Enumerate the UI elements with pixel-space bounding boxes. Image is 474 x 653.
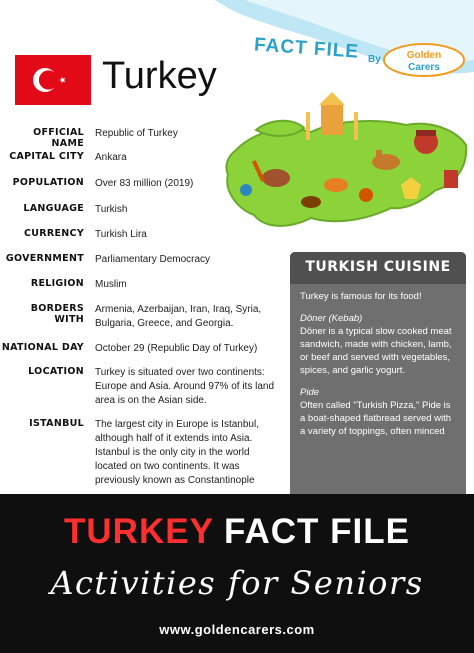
fact-label: LANGUAGE — [23, 203, 84, 214]
fact-value: Armenia, Azerbaijan, Iran, Iraq, Syria, Bulgaria, Greece, and Georgia. — [95, 304, 262, 329]
fact-label: CURRENCY — [23, 228, 84, 239]
fact-label: CAPITAL CITY — [9, 151, 84, 162]
dish-pide — [300, 386, 458, 438]
golden-carers-logo — [383, 43, 465, 77]
cuisine-intro: Turkey is famous for its food! — [300, 291, 422, 302]
fact-label: RELIGION — [30, 278, 84, 289]
fact-value: The largest city in Europe is Istanbul, although half of it extends into Asia. Istanbul is the only city in the world located on two continents. It was previously known as Constantinople — [95, 419, 259, 486]
turkish-cuisine-panel — [290, 252, 466, 494]
turkey-map-illustration — [216, 90, 471, 240]
footer-title-country: TURKEY — [64, 512, 214, 551]
fact-value: Ankara — [95, 152, 127, 163]
fact-value: Turkey is situated over two continents: Europe and Asia. Around 97% of its land area is on the Asian side. — [95, 367, 275, 406]
fact-value: October 29 (Republic Day of Turkey) — [95, 343, 258, 354]
dish-name: Döner (Kebab) — [300, 313, 363, 324]
fact-value: Turkish Lira — [95, 229, 147, 240]
svg-text:Carers: Carers — [408, 62, 440, 73]
dish-name: Pide — [300, 387, 320, 398]
fact-label: ISTANBUL — [29, 418, 84, 429]
fact-value: Republic of Turkey — [95, 128, 178, 139]
fact-label: LOCATION — [28, 366, 84, 377]
fact-value: Turkish — [95, 204, 128, 215]
fact-label: POPULATION — [12, 177, 84, 188]
cuisine-panel-header — [290, 252, 466, 284]
dish-description: Often called "Turkish Pizza," Pide is a boat-shaped flatbread served with a variety of toppings, often minced — [300, 400, 452, 437]
fact-value: Over 83 million (2019) — [95, 178, 194, 189]
fact-file-banner: FACT FILE — [253, 34, 360, 63]
cuisine-title: TURKISH CUISINE — [305, 259, 451, 275]
svg-text:Golden: Golden — [406, 50, 442, 61]
dish-description: Döner is a typical slow cooked meat sandwich, made with chicken, lamb, or beef and served with vegetables, spices, and garlic yogurt. — [300, 326, 452, 376]
footer-url-link[interactable]: www.goldencarers.com — [159, 622, 315, 637]
cuisine-body — [300, 290, 458, 447]
footer-band — [0, 494, 474, 653]
fact-value: Parliamentary Democracy — [95, 254, 211, 265]
footer-title — [0, 512, 474, 552]
fact-label: OFFICIAL NAME — [33, 127, 84, 149]
footer-subtitle: Activities for Seniors — [50, 564, 424, 602]
fact-label: BORDERS WITH — [30, 303, 84, 325]
fact-label: GOVERNMENT — [5, 253, 84, 264]
by-label: By — [368, 54, 381, 65]
country-title: Turkey — [102, 55, 217, 97]
footer-title-rest: FACT FILE — [224, 512, 410, 551]
fact-value: Muslim — [95, 279, 127, 290]
turkey-flag — [15, 55, 91, 105]
fact-label: NATIONAL DAY — [1, 342, 84, 353]
dish-doner — [300, 312, 458, 377]
